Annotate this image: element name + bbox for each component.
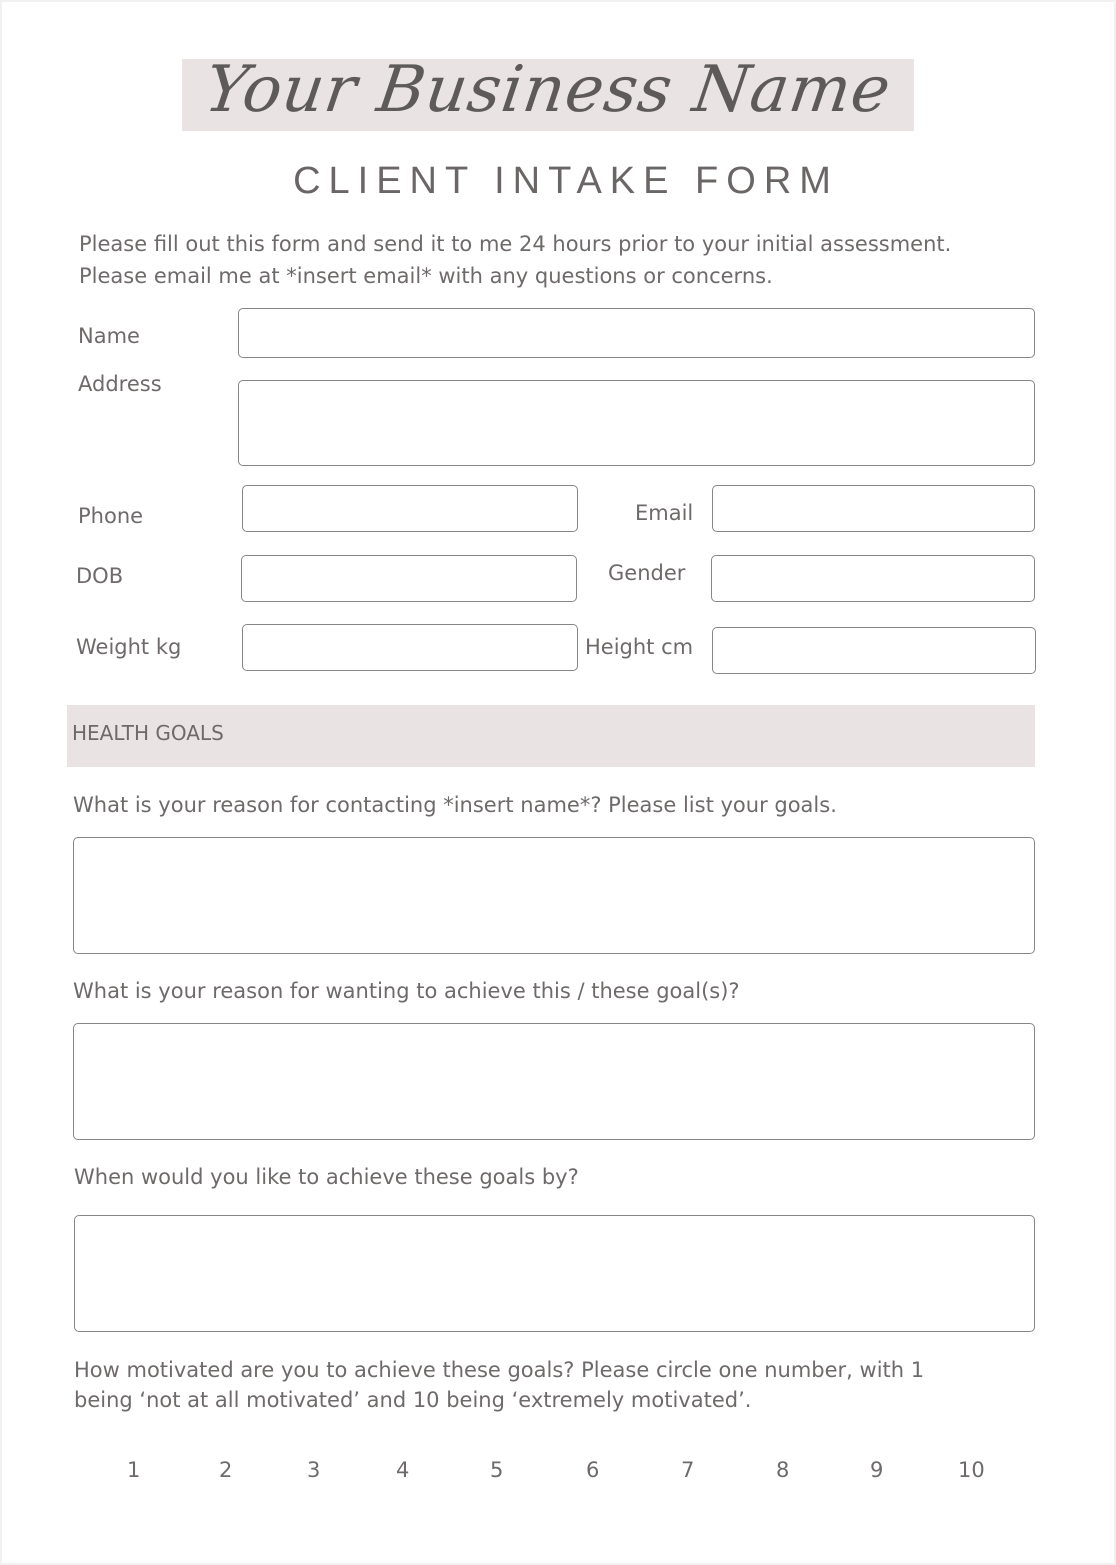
scale-option-7[interactable]: 7 bbox=[681, 1458, 695, 1482]
reason-answer-field[interactable] bbox=[73, 1023, 1035, 1140]
address-field[interactable] bbox=[238, 380, 1035, 466]
height-field[interactable] bbox=[712, 627, 1036, 674]
scale-option-5[interactable]: 5 bbox=[490, 1458, 504, 1482]
email-field[interactable] bbox=[712, 485, 1035, 532]
health-goals-title: HEALTH GOALS bbox=[72, 721, 224, 745]
scale-option-1[interactable]: 1 bbox=[127, 1458, 141, 1482]
dob-field[interactable] bbox=[241, 555, 577, 602]
scale-option-6[interactable]: 6 bbox=[586, 1458, 600, 1482]
phone-label: Phone bbox=[78, 504, 144, 528]
question-goals: What is your reason for contacting *insert name*? Please list your goals. bbox=[73, 793, 837, 817]
scale-option-8[interactable]: 8 bbox=[776, 1458, 790, 1482]
address-label: Address bbox=[78, 372, 162, 396]
timeline-answer-field[interactable] bbox=[74, 1215, 1035, 1332]
email-label: Email bbox=[635, 501, 694, 525]
dob-label: DOB bbox=[76, 564, 124, 588]
scale-option-2[interactable]: 2 bbox=[219, 1458, 233, 1482]
scale-option-3[interactable]: 3 bbox=[307, 1458, 321, 1482]
intro-line-2: Please email me at *insert email* with any questions or concerns. bbox=[79, 264, 773, 288]
phone-field[interactable] bbox=[242, 485, 578, 532]
question-motivation-line-1: How motivated are you to achieve these goals? Please circle one number, with 1 bbox=[74, 1358, 925, 1382]
gender-label: Gender bbox=[608, 561, 686, 585]
weight-label: Weight kg bbox=[76, 635, 182, 659]
weight-field[interactable] bbox=[242, 624, 578, 671]
form-title: CLIENT INTAKE FORM bbox=[293, 160, 839, 202]
gender-field[interactable] bbox=[711, 555, 1035, 602]
goals-answer-field[interactable] bbox=[73, 837, 1035, 954]
name-label: Name bbox=[78, 324, 140, 348]
question-timeline: When would you like to achieve these goals by? bbox=[74, 1165, 579, 1189]
scale-option-9[interactable]: 9 bbox=[870, 1458, 884, 1482]
intro-line-1: Please fill out this form and send it to me 24 hours prior to your initial assessment. bbox=[79, 232, 952, 256]
name-field[interactable] bbox=[238, 308, 1035, 358]
business-name-logo: Your Business Name bbox=[200, 53, 896, 127]
question-reason: What is your reason for wanting to achieve this / these goal(s)? bbox=[73, 979, 740, 1003]
question-motivation-line-2: being ‘not at all motivated’ and 10 being ‘extremely motivated’. bbox=[74, 1388, 752, 1412]
scale-option-10[interactable]: 10 bbox=[958, 1458, 985, 1482]
scale-option-4[interactable]: 4 bbox=[396, 1458, 410, 1482]
height-label: Height cm bbox=[585, 635, 694, 659]
